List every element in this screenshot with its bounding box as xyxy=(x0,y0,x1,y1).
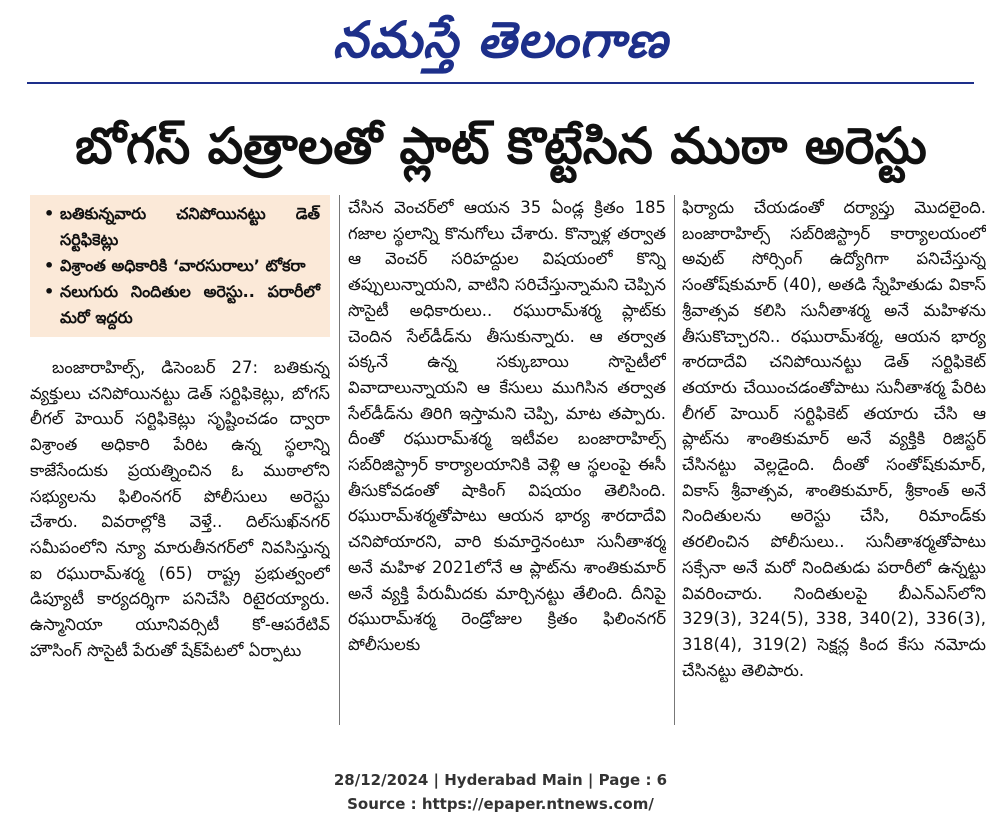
edition-info: 28/12/2024 | Hyderabad Main | Page : 6 xyxy=(333,771,668,789)
bullet-icon: • xyxy=(44,256,55,275)
article-body-part-1: బంజారాహిల్స్‌, డిసెంబర్‌ 27: బతికున్న వ్యక్తులు చనిపోయినట్టు డెత్‌ సర్టిఫికెట్లు, బోగస్‌ లీగల్‌ హెయిర్‌ సర్టిఫికెట్లు సృష్టించడం ద్వారా విశ్రాంత అధికారి పేరిట ఉన్న స్థలాన్ని కాజేసేందుకు ప్రయత్నించిన ఓ ముఠాలోని సభ్యులను ఫిలింనగర్‌ పోలీసులు అరెస్టు చేశారు. వివరాల్లోకి వెళ్తే.. దిల్‌సుఖ్‌నగర్‌ సమీపంలోని న్యూ మారుతీనగర్‌లో నివసిస్తున్న ఐ రఘురామ్‌శర్మ (65) రాష్ట్ర ప్రభుత్వంలో డిప్యూటీ కార్యదర్శిగా పనిచేసి రిటైరయ్యారు. ఉస్మానియా యూనివర్సిటీ కో-ఆపరేటివ్‌ హౌసింగ్‌ సొసైటీ పేరుతో షేక్‌పేటలో ఏర్పాటు xyxy=(30,358,330,660)
highlight-text: నలుగురు నిందితుల అరెస్టు.. పరారీలో మరో ఇద్దరు xyxy=(60,282,320,327)
article-body-part-2: చేసిన వెంచర్‌లో ఆయన 35 ఏండ్ల క్రితం 185 గజాల స్థలాన్ని కొనుగోలు చేశారు. కొన్నాళ్ల తర్వాత ఆ వెంచర్‌ సరిహద్దుల విషయంలో కొన్ని తప్పులున్నాయని, వాటిని సరిచేస్తున్నామని చెప్పిన సొసైటీ అధికారులు.. రఘురామ్‌శర్మ ప్లాట్‌కు చెందిన సేల్‌డీడ్‌ను తీసుకున్నారు. ఆ తర్వాత పక్కనే ఉన్న సక్కుబాయి సొసైటీలో వివాదాలున్నాయని ఆ కేసులు ముగిసిన తర్వాత సేల్‌డీడ్‌ను తిరిగి ఇస్తామని చెప్పి, మాట తప్పారు. దీంతో రఘురామ్‌శర్మ ఇటీవల బంజారాహిల్స్‌ సబ్‌రిజిస్ట్రార్‌ కార్యాలయానికి వెళ్లి ఆ స్థలంపై ఈసీ తీసుకోవడంతో షాకింగ్‌ విషయం తెలిసింది. రఘురామ్‌శర్మతోపాటు ఆయన భార్య శారదాదేవి చనిపోయారని, వారి కుమార్తెనంటూ సునీతాశర్మ అనే మహిళ 2021లోనే ఆ ప్లాట్‌ను శాంతికుమార్‌ అనే వ్యక్తి పేరుమీదకు మార్చినట్టు తేలింది. దీనిపై రఘురామ్‌శర్మ రెండ్రోజుల క్రితం ఫిలింనగర్‌ పోలీసులకు xyxy=(348,198,666,654)
highlight-text: బతికున్నవారు చనిపోయినట్టు డెత్‌ సర్టిఫికెట్లు xyxy=(60,204,320,249)
highlight-item xyxy=(44,201,320,253)
article-column-2 xyxy=(348,195,666,725)
page-footer xyxy=(0,768,1001,816)
bullet-icon: • xyxy=(44,282,55,301)
bullet-icon: • xyxy=(44,204,55,223)
article-body-part-3: ఫిర్యాదు చేయడంతో దర్యాప్తు మొదలైంది. బంజారాహిల్స్‌ సబ్‌రిజిస్ట్రార్‌ కార్యాలయంలో అవుట్‌ సోర్సింగ్‌ ఉద్యోగిగా పనిచేస్తున్న సంతోష్‌కుమార్‌ (40), అతడి స్నేహితుడు వికాస్‌ శ్రీవాత్సవ కలిసి సునీతాశర్మ అనే మహిళను తీసుకొచ్చారని.. రఘురామ్‌శర్మ, ఆయన భార్య శారదాదేవి చనిపోయినట్టు డెత్‌ సర్టిఫికెట్‌ తయారు చేయించడంతోపాటు సునీతాశర్మ పేరిట లీగల్‌ హెయిర్‌ సర్టిఫికెట్‌ తయారు చేసి ఆ ప్లాట్‌ను శాంతికుమార్‌ అనే వ్యక్తికి రిజిస్టర్‌ చేసినట్టు వెల్లడైంది. దీంతో సంతోష్‌కుమార్‌, వికాస్‌ శ్రీవాత్సవ, శాంతికుమార్‌, శ్రీకాంత్‌ అనే నిందితులను అరెస్టు చేసి, రిమాండ్‌కు తరలించిన పోలీసులు.. సునీతాశర్మతోపాటు సక్సేనా అనే మరో నిందితుడు పరారీలో ఉన్నట్టు వివరించారు. నిందితులపై బీఎన్‌ఎస్‌లోని 329(3), 324(5), 338, 340(2), 336(3), 318(4), 319(2) సెక్షన్ల కింద కేసు నమోదు చేసినట్టు తెలిపారు. xyxy=(682,198,986,680)
article-column-1 xyxy=(30,195,330,725)
newspaper-masthead: నమస్తే తెలంగాణ xyxy=(332,11,669,69)
highlight-item xyxy=(44,253,320,279)
highlight-item xyxy=(44,279,320,331)
highlight-text: విశ్రాంత అధికారికి ‘వారసురాలు’ టోకరా xyxy=(60,256,306,275)
highlights-box xyxy=(30,195,330,337)
column-divider xyxy=(339,195,340,725)
column-divider xyxy=(674,195,675,725)
source-link[interactable]: Source : https://epaper.ntnews.com/ xyxy=(347,795,654,813)
masthead-divider xyxy=(27,82,974,84)
article-column-3 xyxy=(682,195,986,725)
article-headline: బోగస్‌ పత్రాలతో ప్లాట్‌ కొట్టేసిన ముఠా అరెస్టు xyxy=(75,117,927,175)
